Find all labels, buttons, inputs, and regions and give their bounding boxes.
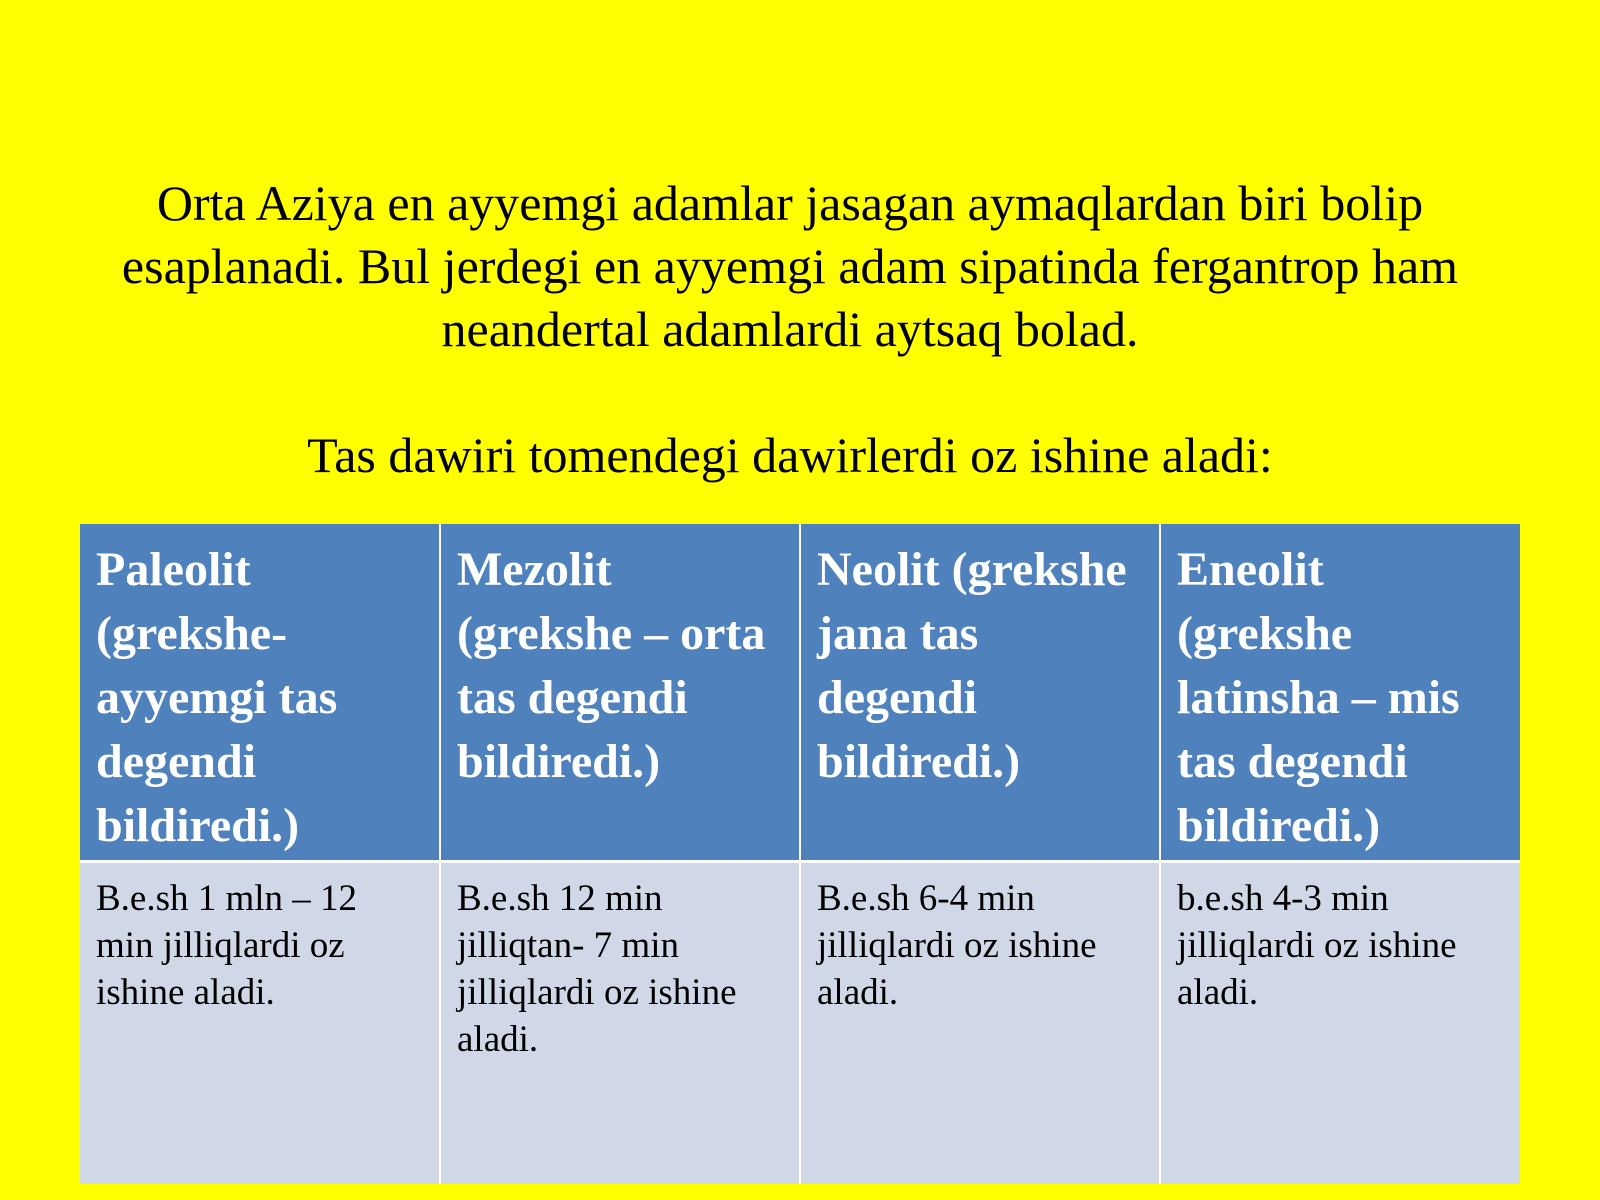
intro-paragraph: Orta Aziya en ayyemgi adamlar jasagan aymaqlardan biri bolip esaplanadi. Bul jerdegi en ayyemgi adam sipatinda fergantrop ham neandertal adamlardi aytsaq bolad. — [121, 175, 1459, 357]
header-neolit: Neolit (grekshe jana tas degendi bildiredi.) — [800, 524, 1160, 862]
table-row — [80, 862, 1520, 1185]
header-mezolit: Mezolit (grekshe – orta tas degendi bildiredi.) — [440, 524, 800, 862]
cell-mezolit: B.e.sh 12 min jilliqtan- 7 min jilliqlardi oz ishine aladi. — [440, 862, 800, 1185]
header-paleolit: Paleolit (grekshe- ayyemgi tas degendi bildiredi.) — [80, 524, 440, 862]
header-eneolit: Eneolit (grekshe latinsha – mis tas degendi bildiredi.) — [1160, 524, 1520, 862]
intro-text — [80, 172, 1500, 487]
table-caption: Tas dawiri tomendegi dawirlerdi oz ishine aladi: — [307, 427, 1273, 483]
cell-eneolit: b.e.sh 4-3 min jilliqlardi oz ishine aladi. — [1160, 862, 1520, 1185]
table-header-row — [80, 524, 1520, 862]
stone-age-periods-table — [80, 524, 1520, 1184]
cell-neolit: B.e.sh 6-4 min jilliqlardi oz ishine aladi. — [800, 862, 1160, 1185]
cell-paleolit: B.e.sh 1 mln – 12 min jilliqlardi oz ishine aladi. — [80, 862, 440, 1185]
